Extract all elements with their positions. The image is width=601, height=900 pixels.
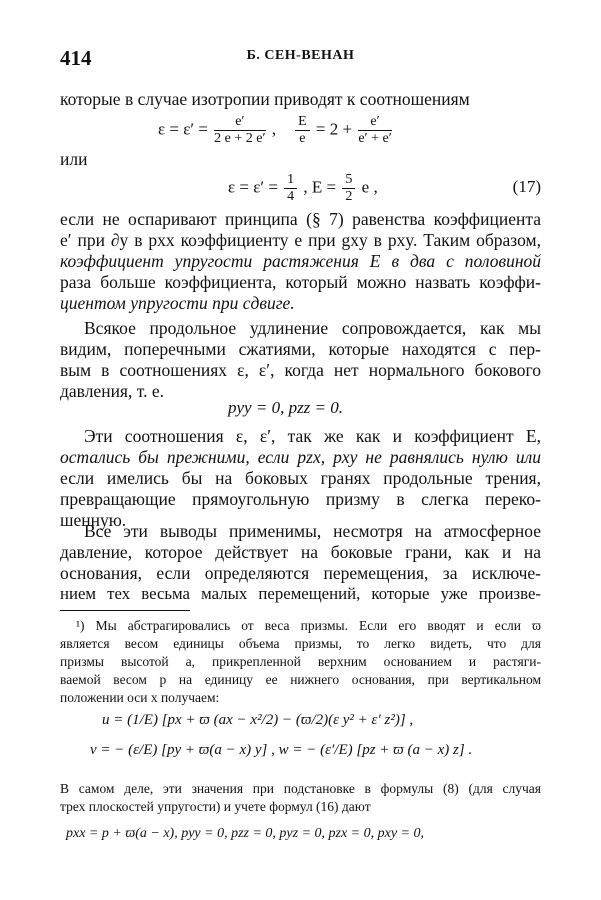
fraction [295, 114, 310, 147]
text-line: давления, т. е. [60, 381, 164, 401]
fraction [284, 172, 297, 205]
equation-number: (17) [512, 177, 541, 196]
text-line: которые в случае изотропии приводят к соотношениям [60, 89, 470, 109]
running-head-title: Б. СЕН-ВЕНАН [246, 48, 355, 63]
text-line: остались бы прежними, если pzx, pxy не равнялись нулю или [60, 447, 541, 467]
denominator: 4 [287, 189, 295, 204]
footnote-line: призмы высотой a, прикрепленной верхним основанием и растяги- [60, 654, 541, 669]
equation-p: pyy = 0, pzz = 0. [228, 398, 344, 417]
numerator: e′ [214, 114, 265, 131]
running-header [60, 46, 541, 70]
equation-17 [228, 172, 378, 205]
text-or: или [60, 149, 88, 169]
footnote-line: трех плоскостей упругости) и учете формул (16) дают [60, 799, 371, 814]
text-line: Всякое продольное удлинение сопровождается, как мы [84, 318, 541, 338]
fraction [342, 172, 355, 205]
text-line: e′ при ∂y в pxx коэффициенту e при gxy в pxy. Таким образом, [60, 230, 541, 250]
text-line: нием тех весьма малых перемещений, которые уже произве- [60, 584, 541, 603]
text-line: шенную. [60, 510, 127, 530]
footnote-line: В самом деле, эти значения при подстановке в формулы (8) (для случая [60, 781, 541, 796]
eq-lhs: ε = ε′ = [158, 119, 208, 139]
numerator: E [295, 114, 310, 131]
numerator: 5 [342, 172, 355, 189]
text-line: превращающие прямоугольную призму в слегка переко- [60, 489, 541, 509]
denominator: 2 e + 2 e′ [214, 131, 266, 146]
separator: , [271, 119, 277, 139]
numerator: 1 [284, 172, 297, 189]
footnote-equation-u: u = (1/E) [px + ϖ (ax − x²/2) − (ϖ/2)(ε y² + ε′ z²)] , [102, 712, 414, 728]
eq-lhs: ε = ε′ = [228, 177, 278, 197]
denominator: e [299, 131, 306, 146]
denominator: e′ + e′ [358, 131, 392, 146]
text-line: Эти соотношения ε, ε′, так же как и коэффициент E, [84, 426, 541, 446]
text-line: видим, поперечными сжатиями, которые находятся с пер- [60, 339, 541, 359]
fraction [214, 114, 265, 147]
denominator: 2 [345, 189, 353, 204]
text-line: если имелись бы на боковых гранях продольные трения, [60, 468, 541, 488]
footnote-rule [60, 610, 190, 611]
text-line: вым в соотношениях ε, ε′, когда нет нормального бокового [60, 360, 541, 380]
footnote-line: является весом единицы объема призмы, то легко видеть, что для [60, 636, 541, 651]
footnote-line: ваемой весом p на единицу ее нижнего основания, при вертикальном [60, 672, 541, 687]
footnote-equation-vw: v = − (ε/E) [py + ϖ(a − x) y] , w = − (ε′/E) [pz + ϖ (a − x) z] . [90, 742, 473, 758]
footnote-equation-p: pxx = p + ϖ(a − x), pyy = 0, pzz = 0, pyz = 0, pzx = 0, pxy = 0, [66, 826, 425, 841]
text-line: циентом упругости при сдвиге. [60, 293, 295, 313]
text-line: раза больше коэффициента, который можно назвать коэффи- [60, 272, 541, 292]
eq-mid: , E = [303, 177, 337, 197]
text-line: основания, если определяются перемещения, за исключе- [60, 563, 541, 583]
text-line: если не оспаривают принципа (§ 7) равенства коэффициента [60, 209, 541, 229]
footnote-line: положении оси x получаем: [60, 690, 220, 705]
equation-isotropy [158, 114, 394, 147]
eq-mid: = 2 + [315, 119, 353, 139]
eq-tail: e , [361, 177, 378, 197]
text-line: давление, которое действует на боковые грани, как и на [60, 542, 541, 562]
numerator: e′ [358, 114, 391, 131]
text-line: Все эти выводы применимы, несмотря на атмосферное [84, 521, 541, 541]
footnote-line: ¹) Мы абстрагировались от веса призмы. Если его вводят и если ϖ [76, 618, 541, 633]
text-line: коэффициент упругости растяжения E в два с половиной [60, 251, 541, 271]
fraction [358, 114, 391, 147]
page-number: 414 [60, 46, 92, 70]
